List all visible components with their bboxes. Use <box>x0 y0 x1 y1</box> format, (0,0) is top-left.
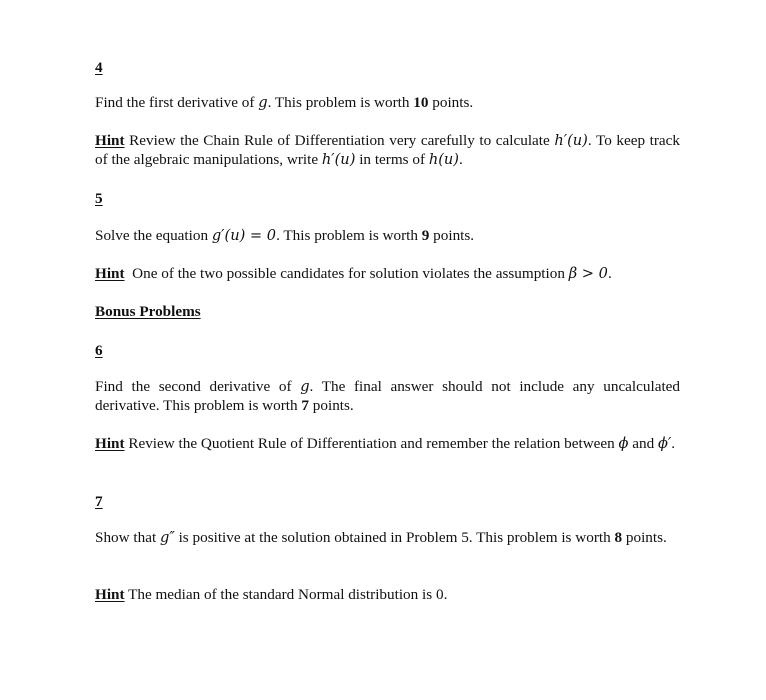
problem-4-number <box>95 58 680 77</box>
problem-6-statement: Find the second derivative of g. The final answer should not include any uncalculated derivative. This problem is worth 7 points. <box>95 378 680 414</box>
points-value: 10 <box>413 94 429 111</box>
var-g: g <box>300 378 310 395</box>
problem-4-statement: Find the first derivative of g. This problem is worth 10 points. <box>95 94 474 111</box>
problem-5-hint: Hint One of the two possible candidates for solution violates the assumption β > 0. <box>95 265 612 282</box>
problem-4-hint: Hint Review the Chain Rule of Differentiation very carefully to calculate h′(u). To keep track of the algebraic manipulations, write h′(u) in terms of h(u). <box>95 132 681 168</box>
problem-number: 7 <box>95 493 103 510</box>
hint-label: Hint <box>95 132 125 149</box>
problem-7-hint: Hint The median of the standard Normal distribution is 0. <box>95 586 448 603</box>
problem-7-number <box>95 492 680 511</box>
bonus-heading: Bonus Problems <box>95 303 201 320</box>
problem-number: 4 <box>95 59 103 76</box>
expression: g″ <box>159 529 175 546</box>
equation: g′(u) = 0 <box>211 227 277 244</box>
problem-7-statement: Show that g″ is positive at the solution obtained in Problem 5. This problem is worth 8 points. <box>95 529 667 546</box>
points-value: 8 <box>614 529 623 546</box>
points-value: 9 <box>421 227 430 244</box>
problem-number: 6 <box>95 342 103 359</box>
var-g: g <box>258 94 268 111</box>
problem-5-statement: Solve the equation g′(u) = 0. This problem is worth 9 points. <box>95 227 475 244</box>
problem-number: 5 <box>95 190 103 207</box>
points-value: 7 <box>301 397 309 414</box>
hint-label: Hint <box>95 586 125 603</box>
problem-6-hint: Hint Review the Quotient Rule of Differentiation and remember the relation between ϕ and ϕ′. <box>95 435 676 452</box>
problem-6-number <box>95 341 680 360</box>
hint-label: Hint <box>95 265 125 282</box>
hint-label: Hint <box>95 435 125 452</box>
problem-5-number <box>95 189 680 208</box>
